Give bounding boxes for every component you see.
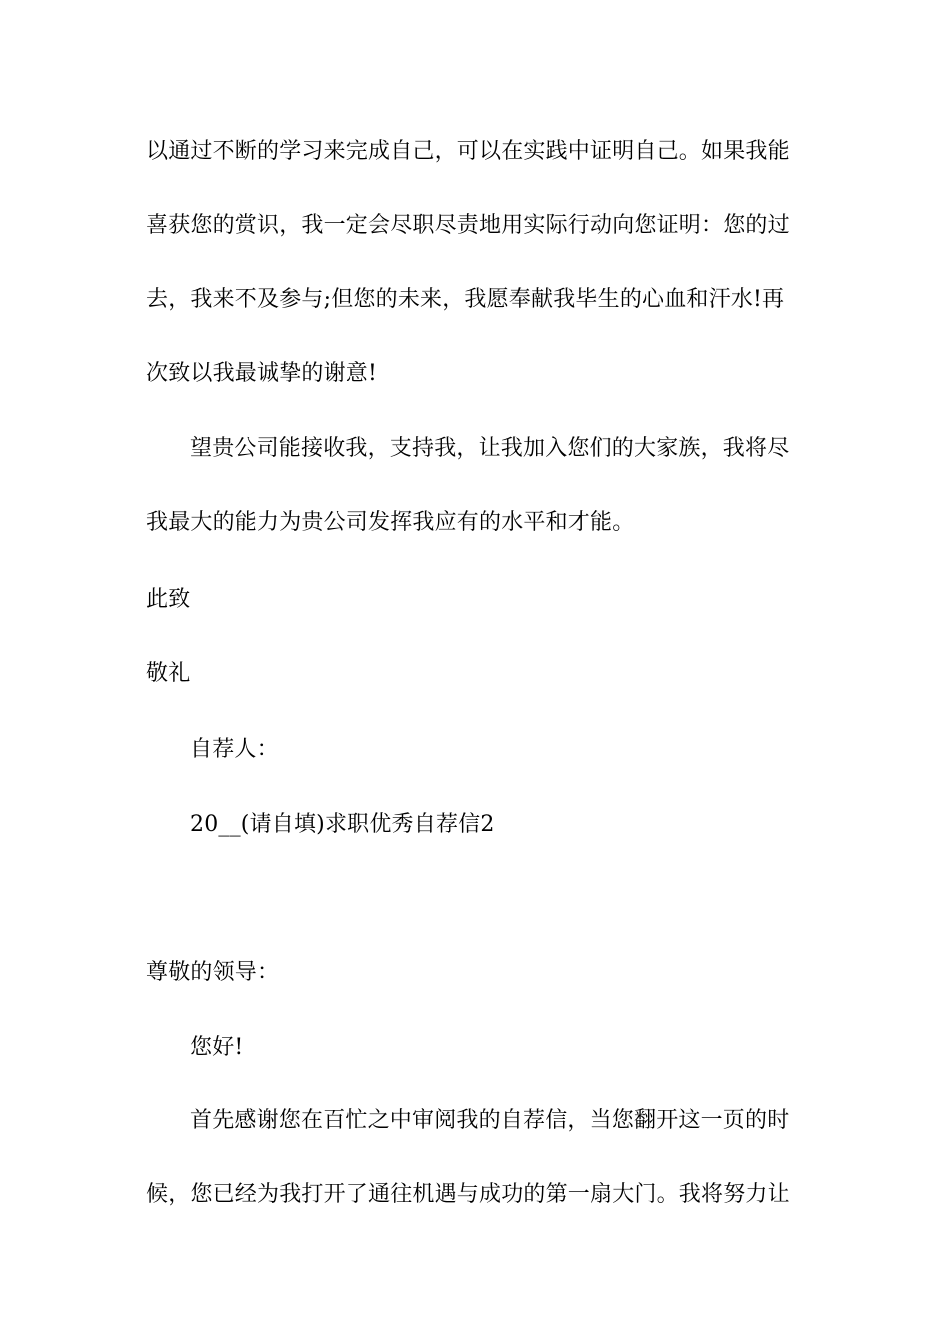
paragraph-line: 次致以我最诚挚的谢意! [146, 361, 378, 386]
paragraph-line: 以通过不断的学习来完成自己，可以在实践中证明自己。如果我能 [146, 139, 790, 164]
signature-line: 自荐人： [190, 737, 279, 762]
paragraph-line: 首先感谢您在百忙之中审阅我的自荐信，当您翻开这一页的时 [190, 1108, 790, 1133]
section-title: 20__(请自填)求职优秀自荐信2 [190, 812, 495, 837]
paragraph-line: 喜获您的赏识，我一定会尽职尽责地用实际行动向您证明：您的过 [146, 213, 790, 238]
salutation: 尊敬的领导： [146, 960, 280, 985]
closing-line: 敬礼 [146, 661, 191, 686]
paragraph-line: 候，您已经为我打开了通往机遇与成功的第一扇大门。我将努力让 [146, 1182, 790, 1207]
paragraph-line: 去，我来不及参与;但您的未来，我愿奉献我毕生的心血和汗水!再 [146, 287, 785, 312]
closing-line: 此致 [146, 587, 191, 612]
paragraph-line: 望贵公司能接收我，支持我，让我加入您们的大家族，我将尽 [190, 436, 790, 461]
greeting: 您好! [190, 1035, 244, 1060]
paragraph-line: 我最大的能力为贵公司发挥我应有的水平和才能。 [146, 510, 635, 535]
